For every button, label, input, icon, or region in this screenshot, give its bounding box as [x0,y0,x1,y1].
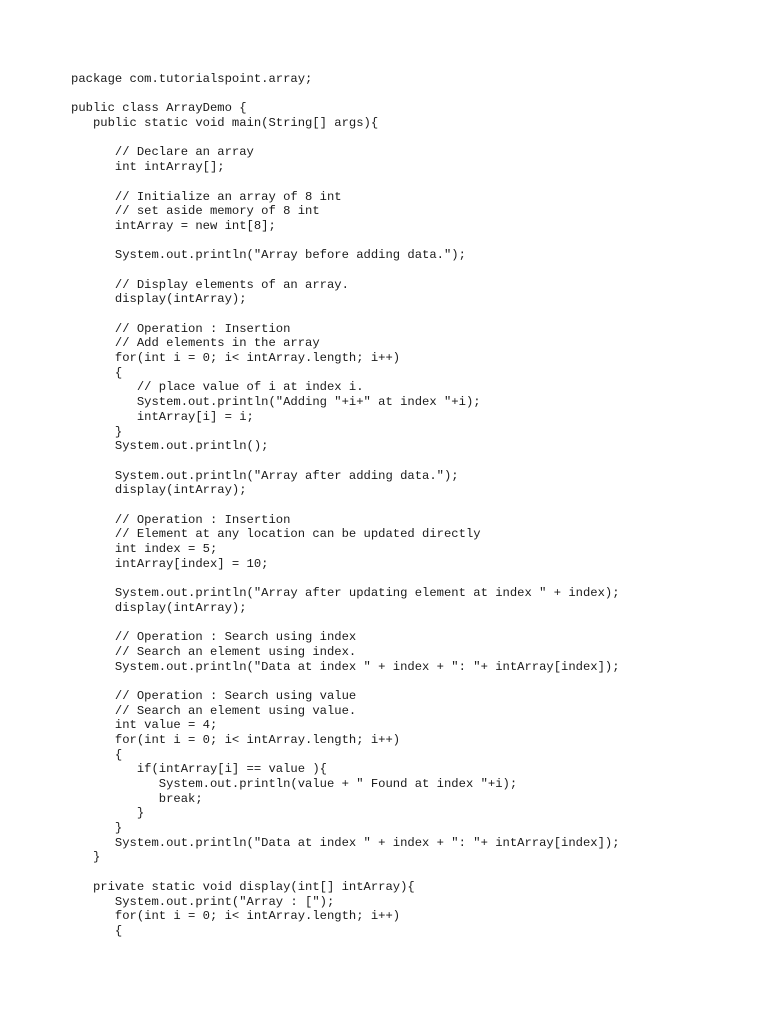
code-line [71,865,620,880]
code-line: // place value of i at index i. [71,380,364,395]
code-line [71,175,620,190]
code-line: System.out.println("Array before adding data."); [71,248,466,263]
code-line: display(intArray); [71,292,247,307]
code-line: } [71,821,123,836]
code-line: System.out.print("Array : ["); [71,894,335,909]
code-line: { [71,747,123,762]
code-line: for(int i = 0; i< intArray.length; i++) [71,909,401,924]
code-line: // Display elements of an array. [71,277,349,292]
code-line: // Operation : Search using value [71,688,357,703]
code-line [71,87,620,102]
code-listing [71,72,620,939]
code-line: } [71,806,145,821]
code-line: int index = 5; [71,542,218,556]
code-line [71,454,620,469]
code-line: break; [71,791,203,806]
code-line [71,234,620,249]
code-line: System.out.println("Array after adding data."); [71,468,459,483]
code-line [71,498,620,513]
code-line: // Search an element using index. [71,644,357,659]
code-line: int intArray[]; [71,160,225,175]
code-line [71,131,620,146]
code-line: System.out.println(); [71,439,269,454]
code-line [71,307,620,322]
code-line: } [71,424,123,439]
code-line: { [71,365,123,380]
code-line: package com.tutorialspoint.array; [71,72,313,86]
code-line: for(int i = 0; i< intArray.length; i++) [71,732,401,747]
code-line [71,615,620,630]
code-line: if(intArray[i] == value ){ [71,762,327,777]
code-line: intArray = new int[8]; [71,218,276,233]
code-line: for(int i = 0; i< intArray.length; i++) [71,351,401,366]
code-line: int value = 4; [71,718,218,733]
code-line: intArray[i] = i; [71,409,254,424]
code-line: { [71,923,123,938]
code-line: private static void display(int[] intArray){ [71,879,415,894]
code-line: // Declare an array [71,145,254,160]
code-line: System.out.println(value + " Found at index "+i); [71,777,518,791]
code-line: display(intArray); [71,483,247,498]
code-line [71,263,620,278]
code-line: // set aside memory of 8 int [71,204,320,219]
code-line: } [71,850,101,865]
code-line: // Element at any location can be updated directly [71,527,481,542]
code-line: // Search an element using value. [71,703,357,718]
code-line: public static void main(String[] args){ [71,116,379,131]
code-line: display(intArray); [71,600,247,615]
code-line: public class ArrayDemo { [71,101,247,116]
code-line: System.out.println("Adding "+i+" at index "+i); [71,395,481,410]
code-line: // Operation : Insertion [71,321,291,336]
code-line: System.out.println("Data at index " + index + ": "+ intArray[index]); [71,659,620,674]
code-line [71,571,620,586]
code-line: intArray[index] = 10; [71,556,269,571]
code-line: // Operation : Insertion [71,512,291,527]
code-line: // Add elements in the array [71,336,320,351]
code-line: System.out.println("Data at index " + index + ": "+ intArray[index]); [71,835,620,850]
code-line: System.out.println("Array after updating element at index " + index); [71,586,620,601]
code-line [71,674,620,689]
code-line: // Operation : Search using index [71,630,357,645]
code-line: // Initialize an array of 8 int [71,189,342,204]
